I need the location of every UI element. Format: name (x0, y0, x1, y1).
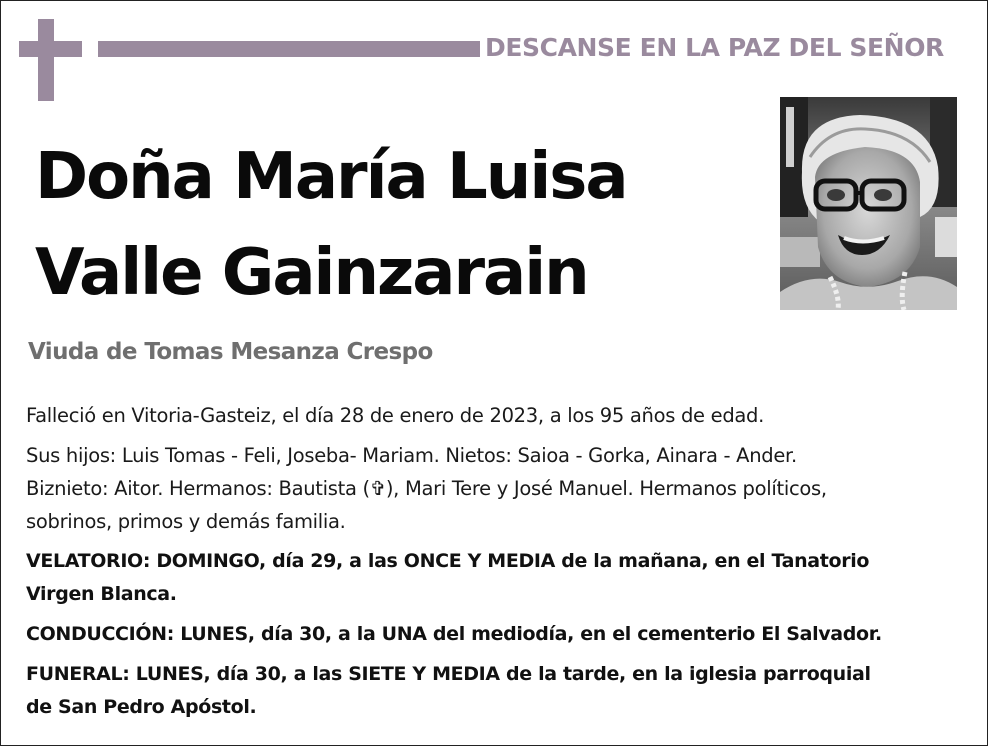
funeral-line-1: FUNERAL: LUNES, día 30, a las SIETE Y MEDIA de la tarde, en la iglesia parroquial (26, 663, 871, 685)
funeral-line-2: de San Pedro Apóstol. (26, 696, 257, 718)
death-notice: Falleció en Vitoria-Gasteiz, el día 28 de enero de 2023, a los 95 años de edad. (26, 404, 765, 427)
velatorio-line-1: VELATORIO: DOMINGO, día 29, a las ONCE Y MEDIA de la mañana, en el Tanatorio (26, 550, 870, 572)
header-motto: DESCANSE EN LA PAZ DEL SEÑOR (485, 33, 944, 62)
family-line-2: Biznieto: Aitor. Hermanos: Bautista (✞), Mari Tere y José Manuel. Hermanos políticos, (26, 477, 827, 500)
cross-horizontal-bar (19, 41, 82, 57)
name-line-1: Doña María Luisa (35, 140, 627, 214)
family-line-1: Sus hijos: Luis Tomas - Feli, Joseba- Mariam. Nietos: Saioa - Gorka, Ainara - Ander. (26, 444, 797, 467)
family-line-3: sobrinos, primos y demás familia. (26, 510, 346, 533)
deceased-name (35, 129, 755, 321)
velatorio-line-2: Virgen Blanca. (26, 583, 177, 605)
cross-vertical-bar (38, 19, 54, 101)
portrait-photo (780, 97, 957, 310)
header-rule (98, 41, 480, 57)
conduccion-line: CONDUCCIÓN: LUNES, día 30, a la UNA del mediodía, en el cementerio El Salvador. (26, 623, 882, 645)
portrait-image (780, 97, 957, 310)
notice-body (26, 399, 966, 724)
widow-subtitle: Viuda de Tomas Mesanza Crespo (28, 339, 433, 365)
name-line-2: Valle Gainzarain (35, 236, 588, 310)
